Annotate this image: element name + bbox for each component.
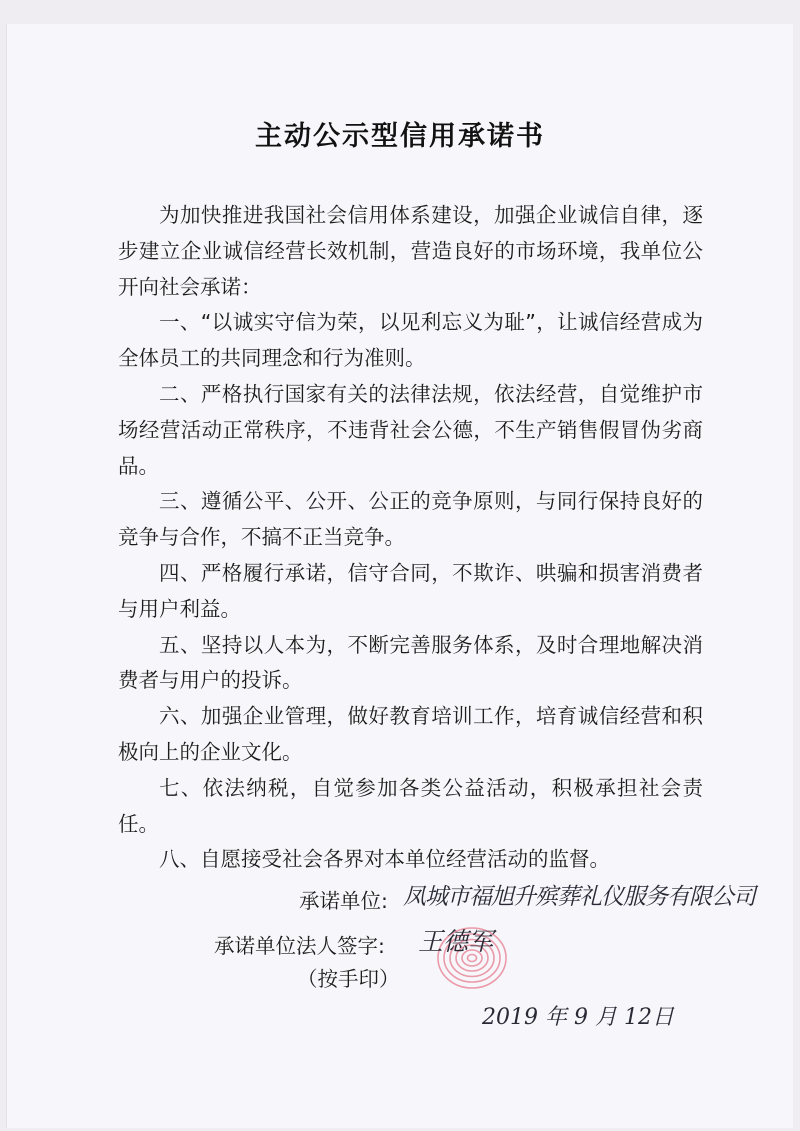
unit-label: 承诺单位:	[299, 889, 388, 913]
pledge-2: 二、严格执行国家有关的法律法规，依法经营，自觉维护市场经营活动正常秩序，不违背社会公德，不生产销售假冒伪劣商品。	[118, 381, 703, 478]
fingerprint-note: （按手印）	[297, 967, 400, 991]
pledge-8: 八、自愿接受社会各界对本单位经营活动的监督。	[159, 847, 610, 872]
legal-rep-label: 承诺单位法人签字:	[214, 934, 385, 958]
pledge-4: 四、严格履行承诺，信守合同，不欺诈、哄骗和损害消费者与用户利益。	[118, 560, 703, 621]
pledge-6: 六、加强企业管理，做好教育培训工作，培育诚信经营和积极向上的企业文化。	[118, 704, 703, 764]
document-title: 主动公示型信用承诺书	[255, 121, 545, 152]
document-body	[118, 198, 703, 878]
pledge-7: 七、依法纳税，自觉参加各类公益活动，积极承担社会责任。	[118, 775, 703, 836]
legal-rep-signature: 王德军	[418, 927, 494, 956]
pledge-1: 一、“以诚实守信为荣，以见利忘义为耻”，让诚信经营成为全体员工的共同理念和行为准则。	[118, 310, 703, 371]
unit-handwritten-name: 凤城市福旭升殡葬礼仪服务有限公司	[403, 884, 755, 910]
pledge-3: 三、遵循公平、公开、公正的竞争原则，与同行保持良好的竞争与合作，不搞不正当竞争。	[118, 489, 703, 550]
intro-paragraph: 为加快推进我国社会信用体系建设，加强企业诚信自律，逐步建立企业诚信经营长效机制，营造良好的市场环境，我单位公开向社会承诺：	[118, 203, 703, 299]
pledge-5: 五、坚持以人本为，不断完善服务体系，及时合理地解决消费者与用户的投诉。	[118, 632, 703, 693]
handwritten-date: 2019 年 9 月 12日	[482, 1005, 674, 1030]
